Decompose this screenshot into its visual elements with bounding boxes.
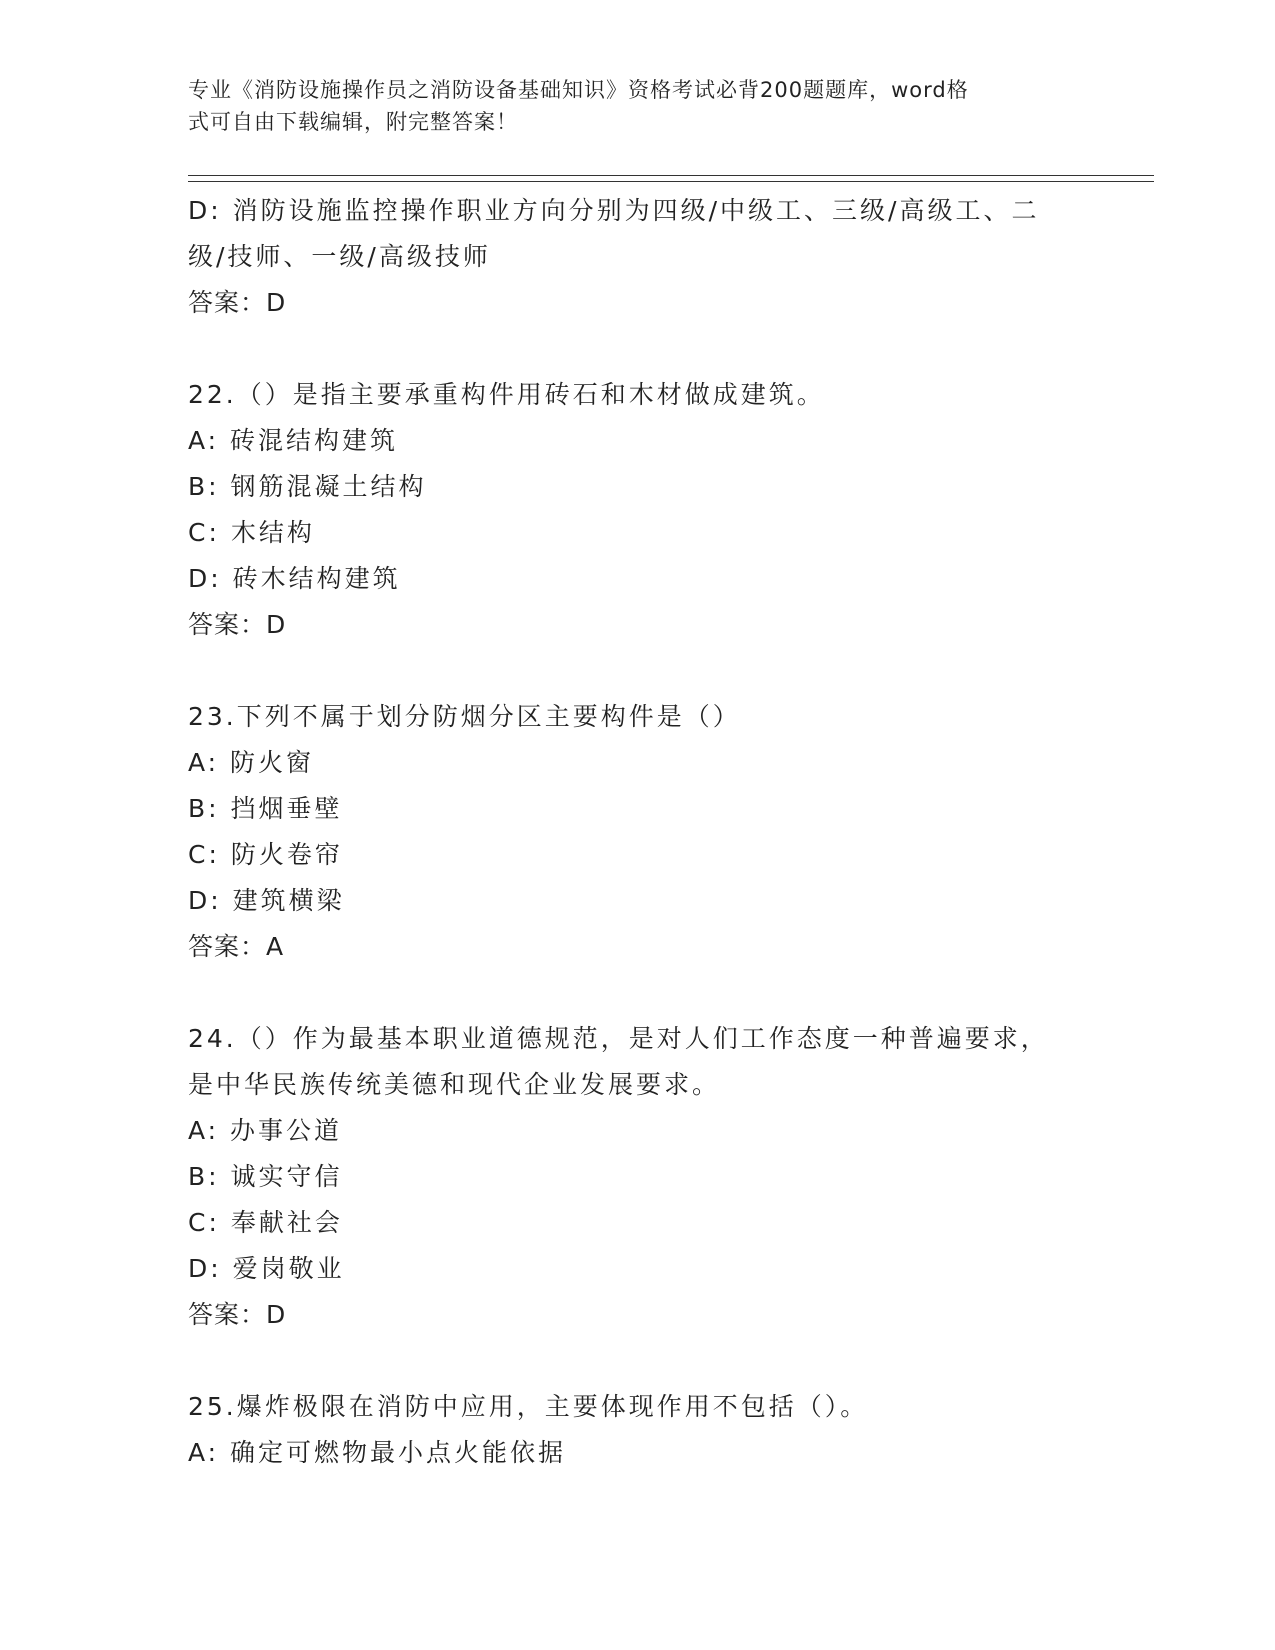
option-a: A: 砖混结构建筑 (188, 426, 399, 455)
header-divider-top (188, 175, 1154, 176)
option-d: D: 砖木结构建筑 (188, 564, 401, 593)
question-22 (188, 372, 1088, 648)
question-text: 23.下列不属于划分防烟分区主要构件是（） (188, 702, 741, 731)
header-line-1: 专业《消防设施操作员之消防设备基础知识》资格考试必背200题题库，word格 (188, 78, 969, 102)
header-divider-bottom (188, 181, 1154, 182)
option-b: B: 诚实守信 (188, 1162, 343, 1191)
question-list (188, 188, 1088, 1476)
option-a: A: 办事公道 (188, 1116, 343, 1145)
option-b: B: 钢筋混凝土结构 (188, 472, 427, 501)
answer: 答案：A (188, 932, 285, 961)
question-text-continued: 是中华民族传统美德和现代企业发展要求。 (188, 1070, 721, 1099)
option-b: B: 挡烟垂壁 (188, 794, 343, 823)
answer: 答案：D (188, 1300, 287, 1329)
question-text: 25.爆炸极限在消防中应用，主要体现作用不包括（）。 (188, 1392, 869, 1421)
option-a: A: 确定可燃物最小点火能依据 (188, 1438, 567, 1467)
question-text: 24.（）作为最基本职业道德规范，是对人们工作态度一种普遍要求， (188, 1024, 1049, 1053)
document-header (188, 74, 1068, 138)
spacer (188, 1338, 1088, 1384)
option-c: C: 防火卷帘 (188, 840, 343, 869)
spacer (188, 970, 1088, 1016)
answer: 答案：D (188, 610, 287, 639)
option-c: C: 奉献社会 (188, 1208, 343, 1237)
spacer (188, 326, 1088, 372)
question-25 (188, 1384, 1088, 1476)
answer: 答案：D (188, 288, 287, 317)
option-d: D: 消防设施监控操作职业方向分别为四级/中级工、三级/高级工、二 (188, 196, 1040, 225)
question-23 (188, 694, 1088, 970)
option-d-continued: 级/技师、一级/高级技师 (188, 242, 491, 271)
option-d: D: 建筑横梁 (188, 886, 345, 915)
question-21 (188, 188, 1088, 326)
question-text: 22.（）是指主要承重构件用砖石和木材做成建筑。 (188, 380, 825, 409)
option-a: A: 防火窗 (188, 748, 315, 777)
header-line-2: 式可自由下载编辑，附完整答案！ (188, 110, 518, 134)
option-c: C: 木结构 (188, 518, 315, 547)
spacer (188, 648, 1088, 694)
option-d: D: 爱岗敬业 (188, 1254, 345, 1283)
question-24 (188, 1016, 1088, 1338)
